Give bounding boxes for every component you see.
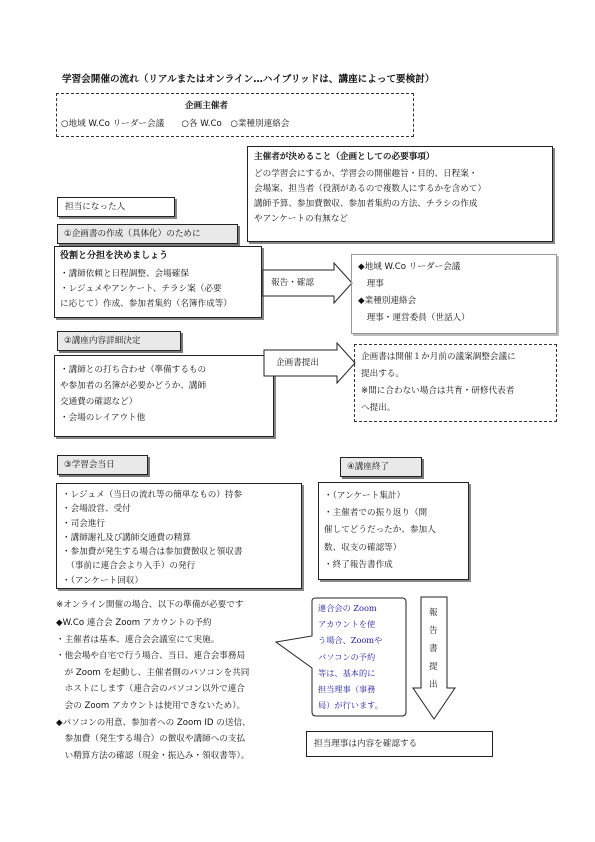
step1-heading: 役割と分担を決めましょう xyxy=(60,251,169,261)
organizer-options: ○地域 W.Co リーダー会議 ○各 W.Co ○業種別連絡会 xyxy=(61,119,290,129)
step3-text: ・レジュメ（当日の流れ等の簡単なもの）持参 ・会場設営、受付 ・司会進行 ・講師謝礼及び講師交通費の精算 ・参加費が発生する場合は参加費徴収と領収書 （事前に連合会より入手）の発行 ・（アンケート回収） xyxy=(62,490,243,586)
online-heading: ※オンライン開催の場合、以下の準備が必要です xyxy=(56,600,244,610)
step1-tag: ①企画書の作成（具体化）のために xyxy=(57,224,238,244)
step3-box xyxy=(56,483,302,589)
proposal-note-text: 企画書は開催１か月前の議案調整会議に 提出する。 ※間に合わない場合は共育・研修代表者 へ提出。 xyxy=(361,352,516,413)
step1-text: ・講師依頼と日程調整、会場確保 ・レジュメやアンケート、チラシ案（必要 に応じて）作成、参加者集約（名簿作成等） xyxy=(60,269,232,309)
callout-text: 連合会の Zoom アカウントを使 う場合、Zoomや パソコンの予約 等は、基本的に 担当理事（事務 局）が行います。 xyxy=(318,603,383,711)
organizer-box xyxy=(56,93,414,137)
report-to-text: ◆地域 W.Co リーダー会議 理事 ◆業種別連絡会 理事・運営委員（世話人） xyxy=(358,262,470,323)
organizer-decides-heading: 主催者が決めること（企画としての必要事項） xyxy=(254,152,435,162)
step2-tag: ②講座内容詳細決定 xyxy=(57,331,181,351)
final-box: 担当理事は内容を確認する xyxy=(306,731,493,757)
step4-box xyxy=(318,482,469,580)
report-to-box xyxy=(351,254,557,334)
report-submit-label: 報告書提出 xyxy=(429,608,438,690)
step4-text: ・（アンケート集計） ・主催者での振り返り（開 催してどうだったか、参加人 数、収支の確認等） ・終了報告書作成 xyxy=(324,491,436,570)
proposal-note-box xyxy=(354,344,557,422)
proposal-label: 企画書提出 xyxy=(276,358,319,368)
step2-box xyxy=(54,355,274,437)
online-text: ◆W.Co 連合会 Zoom アカウントの予約 ・主催者は基本、連合会会議室にて実施。 ・他会場や自宅で行う場合、当日、連合会事務局 が Zoom を起動し、主催者側のパソコンを共同 ホストにします（連合会のパソコン以外で連合 会の Zoom アカウントは使用できないため）。 ◆パソコンの用意、参加者への Zoom ID の送信、 参加費（発生する場合）の徴収や講師への支払 い精算方法の確認（現金・振込み・領収書等）。 xyxy=(56,618,251,761)
step1-box xyxy=(54,246,262,318)
step4-tag: ④講座終了 xyxy=(340,457,422,477)
step3-tag: ③学習会当日 xyxy=(57,455,148,475)
report-confirm-label: 報告・確認 xyxy=(271,278,314,288)
step2-text: ・講師との打ち合わせ（準備するもの や参加者の名簿が必要かどうか、講師 交通費の確認など） ・会場のレイアウト他 xyxy=(60,365,207,423)
organizer-decides-box xyxy=(247,146,553,242)
organizer-decides-text: どの学習会にするか、学習会の開催趣旨・目的、日程案・ 会場案、担当者（役割があるので複数人にするかを含めて） 講師予算、参加費徴収、参加者集約の方法、チラシの作成 やアンケートの有無など xyxy=(254,169,487,224)
page-title: 学習会開催の流れ（リアルまたはオンライン…ハイブリッドは、講座によって要検討） xyxy=(62,74,435,85)
organizer-heading: 企画主催者 xyxy=(185,101,228,111)
person-in-charge-label: 担当になった人 xyxy=(57,197,175,217)
online-section xyxy=(56,598,306,770)
